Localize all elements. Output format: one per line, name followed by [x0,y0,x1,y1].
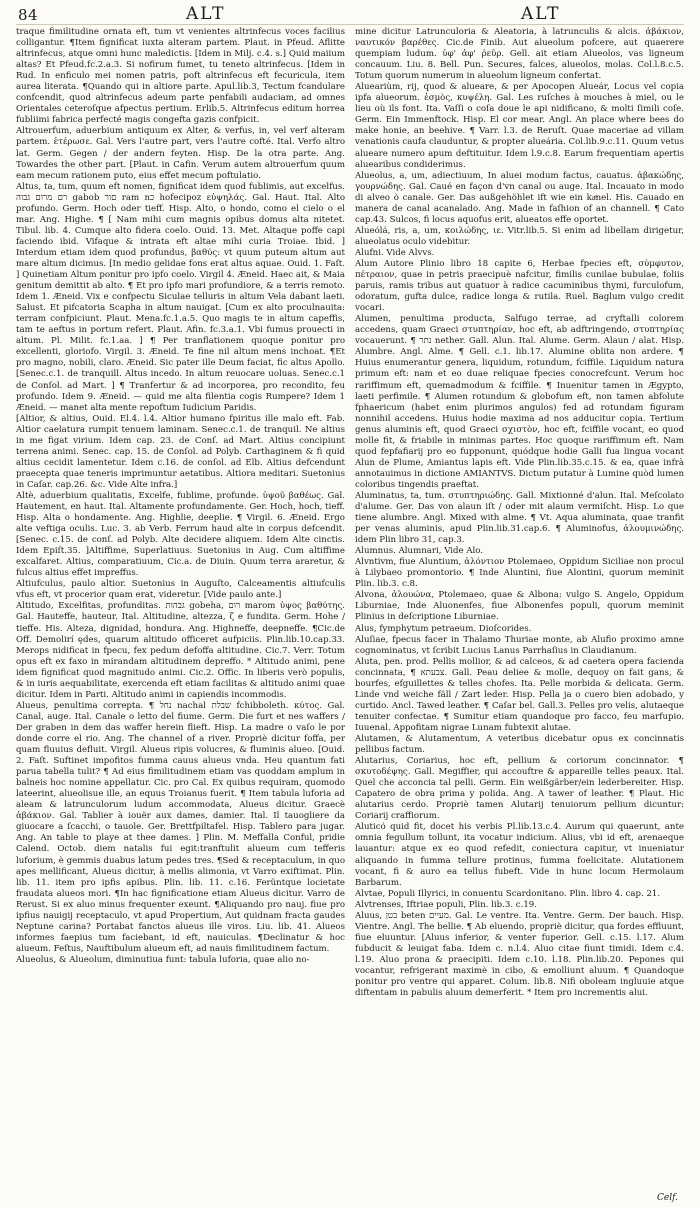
entry: Alum Autore Plinio libro 18 capite 6, Herbae fpecies eft, σύμφυτον, πέτραιον, quae in petris praecipuè nafcitur, fimilis cunilae bubulae, foliis paruis, ramis tribus aut quatuor à radice cacuminibus thymi, furculofum, odoratum, gufta dulce, radice longa & rutila. Ruel. Baglum vulgo credit vocari. [355,258,684,314]
entry: Alueolus, a, um, adiectiuum, In aluei modum factus, cauatus. ἀβακώδης, γουρνώδης. Gal. Caué en façon d'vn canal ou auge. Ital. Incauato in modo di alveo ò canale. Ger. Das außgehöhlet ift wie ein kaͤnel. His. Cauado en manera de canal acanalado. Ang. Made in faſhion of an channell. ¶ Cato cap.43. Sulcos, fi locus aquofus erit, alueatos effe oportet. [355,170,684,225]
entry: Alutamen, & Alutamentum, A veteribus dicebatur opus ex concinnatis pellibus factum. [355,734,684,756]
entry: Aluſiae, fpecus facer in Thalamo Thuriae monte, ab Alufio proximo amne cognominatus, vt ſcribit Lucius Lanus Parrhaſius in Claudianum. [355,634,684,656]
entry: Altus, ta, tum, quum eft nomen, fignificat idem quod fublimis, aut excelfus. רם מרום גבוה gabob םור ram nכ hofecipoz εὐψηλάς. Gal. Haut. Ital. Alto profundo. Germ. Hoch oder tieff. Hisp. Alto, o hondo, como el cielo o el mar. Ang. Highe. ¶ [ Nam mihi cum magnis opibus domus alta nitetet. Tibul. lib. 4. Cumque alto fidera coelo. Ouid. 13. Met. Altaque poffe capi faciendo ibid. Vifaque & intrata eft altae mihi curia Troiae. Ibid. ] Interdum etiam idem quod profundus, βαθύς: vt quum puteum altum aut mare altum dicimus. [In medio gelidae fons erat altus aquae. Ouid. 1. Faſt. ] Quinetiam Altum ponitur pro ipfo coelo. Virgil 4. Æneid. Haec ait, & Maia genitum demittit ab alto. ¶ Et pro ipfo mari profundiore, & a terris remoto. Idem 1. Æneid. Vix e confpectu Siculae telluris in altum Vela dabant laeti. Salust. Et pifcatoria Scapha in altum nauigat. [Cum ex alto proculnauita: terram confpiciunt. Plaut. Mena.fc.1.a.5. Quo magis te in altum capeffis, tam te aeftus in portum refert. Plaut. Afin. fc.3.a.1. Vbi fumus prouecti in altum. Pl. Milit. fc.1.aa. ] ¶ Per tranflationem quoque ponitur pro excellenti, gloriofo. Virgil. 3. Æneid. Te fine nil altum mens inchoat. ¶Et pro magno, nobili, claro. Æneid. Sic pater ille Deum faciat, fic altus Apollo. [Senec.c.1. de tranquill. Altus incedo. In altum reuocare uoluas. Senec.c.1 de Conſol. ad Mart. ] ¶ Tranfertur & ad incorporea, pro recondito, feu profundo. Idem 9. Æneid. — quid me alta filentia cogis Rumpere? Idem 1 Æneid. — manet alta mente repoftum Iudicium Paridis. [16,181,345,413]
entry: Alumen, penultima producta, Salfugo terrae, ad cryftalli colorem accedens, quam Graeci στυπτηρίαν, hoc eft, ab adftringendo, στυπτηρίας vocauerunt. ¶ נתר nether. Gall. Alun. Ital. Alume. Germ. Alaun / alat. Hisp. Alumbre. Angl. Alme. ¶ Gell. c.1. lib.17. Alumine oblita non ardere. ¶ Huius enumerantur genera, liquidum, rotundum, fciffile. Liquidum natura primum eft: nam et eo duae reliquae fpecies conocrefcunt. Verum hoc rariffimum eft, quemadmodum & fciffile. ¶ Inuenitur tamen in Ægypto, laeti perfimile. ¶ Alumen rotundum & globofum eft, non tamen abfolute fphaericum (habet enim plurimos angulos) fed ad rotundam figuram nonnihil accedens. Huius hodie maxima ad nos adducitur copia. Tertium genus aluminis eft, quod Graeci σχιστὸν, hoc eft, fciffile vocant, eo quod molle fit, & friabile in minimas partes. Hoc quoque rariffimum eft. Nam quod fepfafiarij pro eo fupponunt, quódque hodie Galli fua lingua vocant Alun de Plume, Amiantus lapis eft. Vide Plin.lib.35.c.15. & ea, quae infrà annotauimus in dictione AMIANTVS. Dictum putatur à Lumine quòd lumen coloribus tingendis praeftat. [355,314,684,490]
entry: Aluminatus, ta, tum. στυπτηριώδης. Gall. Mixtionné d'alun. Ital. Meſcolato d'alume. Ger. Das von alaun iſt / oder mit alaum vermiſcht. Hisp. Lo que tiene alumbre. Angl. Mixed with alme. ¶ Vt. Aqua aluminata, quae tranfit per venas aluminis, apud Plin.lib.31.cap.6. ¶ Aluminofus, ἀλουμινώδης. idem Plin libro 31, cap.3. [355,490,684,546]
entry: Alus, fymphytum petraeum. Dioſcorides. [355,623,532,634]
entry: Alvona, ἀλουώνα, Ptolemaeo, quae & Albona: vulgo S. Angelo, Oppidum Liburniae, Inde Aluonenfes, fiue Albonenfes populi, quorum meminit Plinius in deſcriptione Liburniae. [355,590,684,623]
entry: Alvtrenses, Iftriae populi, Plin. lib.3. c.19. [355,899,538,910]
entry: Altiufculus, paulo altior. Suetonius in Auguſto, Calceamentis altiufculis vfus eft, vt procerior quam erat, videretur. [Vide paulo ante.] [16,579,345,601]
entry: mine dicitur Latrunculoria & Aleatoria, à latrunculis & alcis. ἀβάκιον, ναυτικόν βαρέθες. Cic.de Finib. Aut alueolum pofcere, aut quaerere quempiam ludum. ὑφ' ἀφ' ῥεῦρ. Gell. ait etiam Alueolos, vas ligneum concauum. Liu. 8. Bell. Pun. Secures, falces, alueolos, molas. Col.l.8.c.5. Totum quorum numerum in alueolum ligneum confertat. [355,27,684,82]
entry: Alueariùm, rij, quod & alueare, & per Apocopen Alueár, Locus vel copia ipfa alueorum. ἐσμὸς, κυψέλη. Gal. Les ruſches à mouches à miel, ou le lieu où ils font. Ita. Vaſſi o coſa doue le api nidificano, & molti ſimili coſe. Germ. Ein Immenftock. Hisp. El cor mear. Angl. An place where bees do make honie, an beehive. ¶ Varr. l.3. de Reruſt. Quae maceriae ad villam venationis caufa clauduntur, & propter alueária. Col.lib.9.c.11. Quum vetus alueare numero apum deftituitur. Idem l.9.c.8. Earum frequentiam apertis aluearibus condiderimus. [355,82,684,170]
entry: Alueólá, ris, a, um, κοιλώδης, ιε. Vitr.lib.5. Si enim ad libellam dirigetur, alueolatus oculo videbitur. [355,225,684,247]
running-title-right: ALT [521,4,561,24]
entry: Aluticó quid fit, docet his verbis Pl.lib.13.c.4. Aurum qui quaerunt, ante omnia fegullum tollunt, ita vocatur indicium. Alius, vbi id eft, arenaeque lauantur: atque ex eo quod refedit, coniectura capitur, vt inueniatur aliquando in fumma tellure protinus, fumma foelicitate. Alutationem vocant, fi & auro ea tellus fubeft. Vide in hunc locum Hermolaum Barbarum. [355,822,684,888]
entry: Alvtae, Populi Illyrici, in conuentu Scardonitano. Plin. libro 4. cap. 21. [355,888,661,899]
entry: Altitudo, Excelfitas, profunditas. גבהות gobeha, רום marom ὑψος βαθύτης. Gal. Hauteffe, hauteur. Ital. Altitudine, altezza, ζ e fundita. Germ. Hohe / tieffe. His. Alteza, dignidad, hondura. Ang. Highneffe, deepneffe. ¶Cic.de Off. Demolirí ędes, quarum altitudo officeret aufpiciis. Plin.lib.10.cap.33. Merops nidificat in fpecu, fex pedum defoffa altitudine. Cic.7. Verr. Totum opus eft ex faxo in mirandam altitudinem depreffo. * Altitudo animi, pene idem fignificat quod magnitudo animi. Cic.2. Offic. In liberis verò populis, & in iuris aequabilitate, exercenda eft etiam facilitas & altitudo animi quae dicitur. Idem in Parti. Altitudo animi in capiendis incommodis. [16,601,345,700]
entry: Alumnus. Alumnari, Vide Alo. [355,546,484,557]
page-number: 84 [18,6,39,24]
entry: Altè, aduerbium qualitatis, Excelfe, fublime, profunde. ὑψοῦ βαθέως. Gal. Hautement, en haut. Ital. Altamente profundamente. Ger. Hoch, hoch, tieff. Hisp. Alta o hondamente. Ang. Highlie, deeplie. ¶ Virgil. 6. Æneid. Ergo alte veftiga oculis. Luc. 3. ab Verb. Ferrum haud alte in corpus defcendit. [Senec. c.15. de conſ. ad Polyb. Alte decidere aliquem. Idem Alte cinctis. Idem Epiſt.35. ]Altiffime, Superlatiuus. Suetonius in Aug. Cum altiffime excalfaret. Altius, comparatiuum, Cic.a. de Diuin. Quum terra araretur, & fulcus altius effet impreffus. [16,490,345,579]
left-column [16,27,345,1197]
text-columns [16,27,684,1197]
right-column [355,27,684,1197]
entry: Aluta, pen. prod. Pellis mollior, & ad calceos, & ad caetera opera facienda concinnata, ¶ צבעתא. Gall. Peau deliee & molle, dequoy on fait gans, & bourfes, efguillettes & telles chofes. Ita. Pelle morbida & delicata. Germ. Linde vnd weiche fäll / Zart leder. Hisp. Pella ja o cuero bien adobado, y curtido. Ancl. Tawed leather. ¶ Caſar bel. Gall.3. Pelles pro velis, alutaeque tenuiter confectae. ¶ Sumitur etiam quandoque pro facco, feu marfupio. Iuuenal. Appofitam nigrae Lunam fubtexit alutae. [355,656,684,733]
entry: Alueolus, & Alueolum, diminutiua funt: tabula luforia, quae alio no- [16,954,310,965]
entry: Aluus, בטן beten מעיים. Gal. Le ventre. Ita. Ventre. Germ. Der bauch. Hisp. Vientre. Angl. The bellie. ¶ Ab eluendo, propriè dicitur, qua fordes effluunt, fiue eluuntur. [Aluus inferior, & venter fuperior. Gell. c.15. l.17. Alum fubducit & leuigat faba. Idem c. n.l.4. Aluo citae fiunt timidi. Idem c.4. l.19. Aluo prona & praecipiti. Idem c.10. l.18. Plin.lib.20. Pepones qui vocantur, refrigerant maximè in cibo, & emolliunt aluum. ¶ Quandoque ponitur pro ventre qui apparet. Colum. lib.8. Nifi oboleam ingluuie atque diftentam in pabulis aluum demerferit. * Item pro incrementis alui. [355,910,684,999]
running-title-left: ALT [186,4,226,24]
entry: [Altior, & altius, Ouid. El.4. l.4. Altior humano fpiritus ille malo eft. Fab. Altior caelatura rumpit tenuem laminam. Senec.c.1. de tranquil. Ne altius in me figat virium. Idem cap. 23. de Conſ. ad Mart. Altius concipiunt terrena animi. Senec. cap. 15. de Conſol. ad Polyb. Carthaginem & fi quid altius cecidit lamentetur. Idem c.16. de conſol. ad Elb. Altius defcendunt praecepta quae teneris imprimuntur aetatibus. Altiora meditari. Suetonius in Caſar. cap.26. &c. Vide Alte infra.] [16,413,345,490]
catchword: Celf. [657,1193,678,1203]
entry: traque fimilitudine ornata eft, tum vt venientes altrinfecus voces facilius colligantur. ¶Item fignificat iuxta alteram partem. Plaut. in Pfeud. Aflitte altrinfecus, atque omni hunc maledictis. [Idem in Milj. c.4. s.] Quid maiium altas? Et Pfeud.fc.2.a.3. Si nofirum fumet, tu teneto altrinfecus. [Idem in Rud. In enficulo mei nomen patris, poft altrinfecus eft fecuricula, item aurea literata. ¶Quando qui in altiore parte. Apul.lib.3, Tectum fcandulare confcendit, quod altrinfecus adeum parte penfabili audaciam, ad omnes Orientales ceteroſque afpectus pertium. Erlib.5. Altrinfecus editum horrea fubliimi fabrica perfecté magis congefta gazis confpicit. [16,27,345,126]
entry: Alvntivm, fiue Aluntium, ἀλόντιον Ptolemaeo, Oppidum Siciliae non procul à Lilybaeo promontorio. ¶ Inde Aluntini, fiue Alontini, quorum meminit Plin. lib.3. c.8. [355,557,684,590]
entry: Altrouerfum, aduerbium antiquum ex Alter, & verfus, in, vel verf alteram partem. ἑτέρωσε. Gal. Vers l'autre part, vers l'autre cofté. Ital. Verfo altro lat. Germ. Gegen / der andern feyten. Hisp. De la otra parte. Ang. Towardes the other part. [Plaut. in Cafin. Verum autem altrouerfum quum eam mecum rationem puto, eius effet mecum poftulatio. [16,126,345,181]
header-rule [16,24,684,25]
entry: Alutarius, Coriarius, hoc eft, pellium & coriorum concinnator. ¶ σκυτοδέψης. Gall. Megiffier, qui accouftre & appareille telles peaux. Ital. Quel che acconcia tal pelli. Germ. Ein weißgärber/ein lederbereiter. Hisp. Capatero de obra prima y polida. Ang. A tawer of leather. ¶ Plaut. Hic alutarius cerdo. Propriè tamen Alutarij tenuiorum pellium dicuntur: Coriarij craffiorum. [355,756,684,822]
entry: Alufni. Vide Alvvs. [355,247,435,258]
entry: Alueus, penultima correpta. ¶ נחל nachal שבלת fchibboleth. κύτος. Gal. Canal, auge. Ital. Canale o letto del fiume. Germ. Die furt et nes waffers / Der graben in dem das waffer herein flieft. Hisp. La madre o vaſo le por donde corre el rio. Ang. The channel of a river. Propriè dicitur foffa, per quam fluuius defluit. Virgil. Alueus ripis volucres, & fluminis alueo. [Ouid. 2. Faſt. Suftinet impofitos fumma cauus alueus vnda. Heu quantum fati parua tabella tulit? ¶ Ad eius fimilitudinem etiam vas quoddam amplum in balneis hoc nomine appellatur. Cic. pro Cal. Ex quibus requiram, quomodo lateerint, alueolisue ille, an equus Troianus fuerit. ¶ Item tabula luforia ad aleam & latrunculorum ludum accommodata, Alueus dicitur. Graecè ἀβάκιον. Gal. Tablier à iouër aux dames, damier. Ital. Il tauogliere da giuocare a ſcacchi, o tauole. Ger. Brettfpiltafel. Hisp. Tablero para jugar. Ang. An table to playe at thee dames. ] Plin. M. Meffalla Conful, pridie Calend. Octob. diem natalis fui egit:tranftulit alueum cum tefferis luforium, è gemmis duabus latum pedes tres. ¶Sed & receptaculum, in quo apes mellificant, Alueus dicitur, à mellis alimonia, vt Varro exiftimat. Plin. lib. 11. item pro ipfis apibus. Plin. lib. 11. c.16. Ferüntque locietate fraudata alueos mori. ¶In hac fignificatione etiam Alueus dicitur. Varro de Rerust. Si ex aluo minus frequenter exeunt. ¶Aliquando pro nauj. fiue pro ipfius nauigij receptaculo, vt apud Propertium, Aut quidnam fracta gaudes Neptune carina? Portabat fanctos alueus ille viros. Liu. lib. 41. Alueos informes faepius tum faciebant, id eft, nauiculas. ¶Declinatur & hoc alueum. Feſtus, Nauftibulum alueum eft, ad nauis fimilitudinem factum. [16,700,345,954]
